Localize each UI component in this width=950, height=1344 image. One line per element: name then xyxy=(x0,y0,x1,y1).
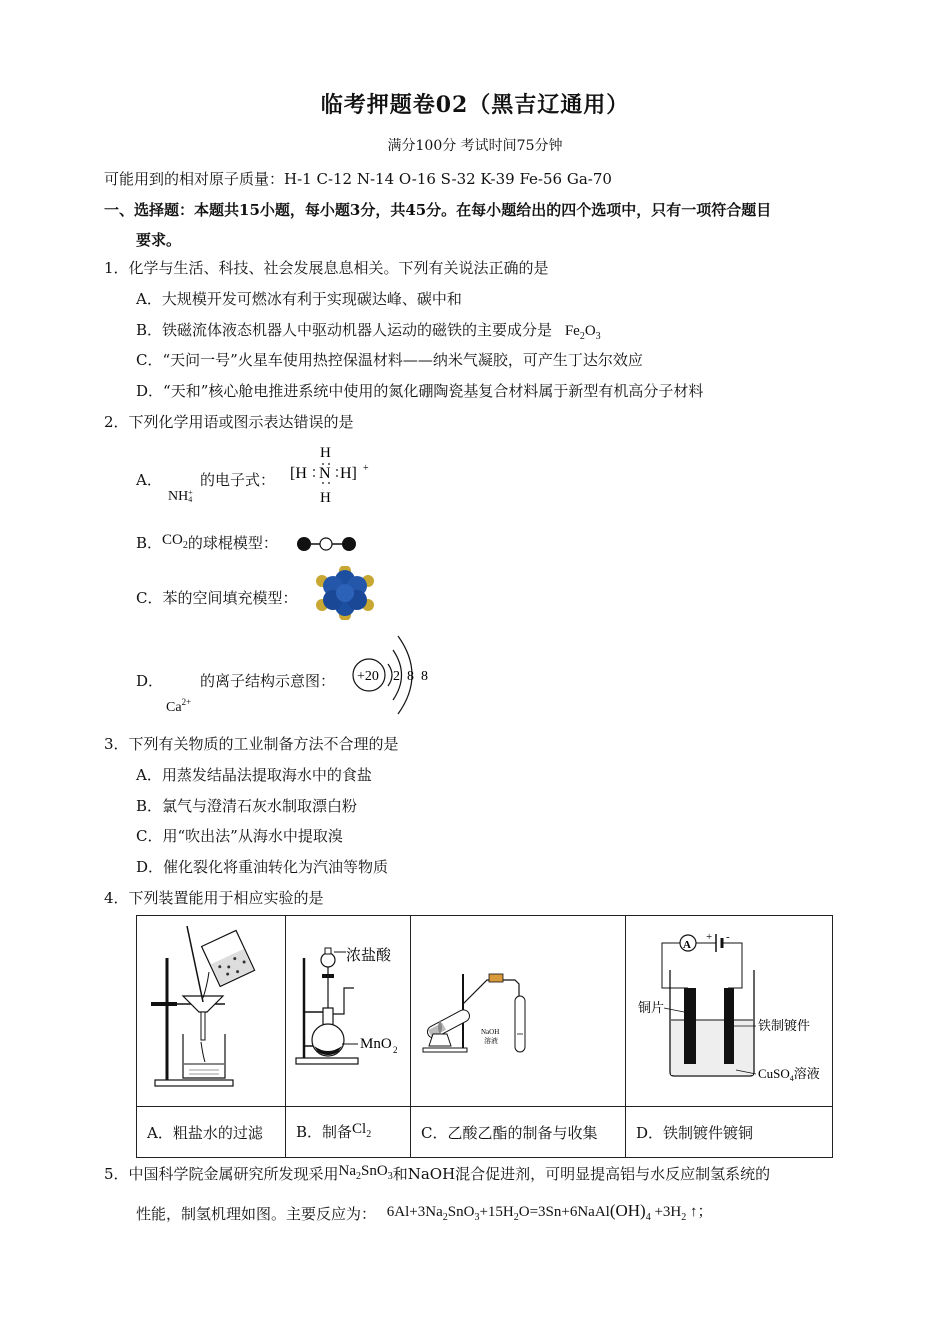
species-sno: SnO xyxy=(361,1163,388,1179)
label-naoh-solution: 溶液 xyxy=(484,1037,498,1045)
ef-left: [H xyxy=(290,465,307,482)
q2-option-a-species xyxy=(168,489,193,505)
eq-part: O=3Sn+6NaAl xyxy=(518,1204,610,1220)
q5-equation xyxy=(386,1201,713,1223)
q1-option-b xyxy=(136,319,601,342)
ef-h-top: H xyxy=(320,445,331,461)
eq-part: 6Al+3Na xyxy=(386,1204,443,1220)
co2-ball-stick-model xyxy=(296,535,358,553)
q1-option-c: C．“天问一号”火星车使用热控保温材料——纳米气凝胶，可产生丁达尔效应 xyxy=(136,351,643,369)
species-sub: 4 xyxy=(188,495,193,504)
ester-preparation-apparatus xyxy=(411,916,625,1102)
q2-option-b xyxy=(136,532,278,555)
q2-option-d-species xyxy=(166,697,191,716)
q1-stem: 1．化学与生活、科技、社会发展息息相关。下列有关说法正确的是 xyxy=(104,259,549,277)
filtration-apparatus xyxy=(137,916,285,1102)
page-subtitle: 满分100分 考试时间75分钟 xyxy=(387,138,563,154)
species-co: CO xyxy=(162,532,183,548)
section1-line2: 要求。 xyxy=(136,231,182,249)
q5-line1-prefix: 5．中国科学院金属研究所发现采用 xyxy=(104,1165,339,1183)
eq-part: ↑； xyxy=(686,1204,713,1220)
apparatus-c-cell xyxy=(411,916,626,1107)
benzene-space-filling-model xyxy=(314,566,376,620)
page-title: 临考押题卷02（黑吉辽通用） xyxy=(320,92,630,118)
eq-sub: 2 xyxy=(681,1212,687,1223)
electroplating-apparatus xyxy=(626,916,832,1102)
ef-right: H] xyxy=(340,465,357,482)
chlorine-generator-apparatus xyxy=(286,916,410,1102)
q1-option-d: D．“天和”核心舱电推进系统中使用的氮化硼陶瓷基复合材料属于新型有机高分子材料 xyxy=(136,382,704,400)
species-cl: Cl xyxy=(352,1120,367,1137)
ef-charge: + xyxy=(363,463,369,474)
q1-option-b-text: B．铁磁流体液态机器人中驱动机器人运动的磁铁的主要成分是 xyxy=(136,321,553,339)
label-copper: 铜片 xyxy=(638,1000,665,1015)
q5-line1-suffix: 和NaOH混合促进剂，可明显提高铝与水反应制氢系统的 xyxy=(392,1165,771,1183)
q3-option-b: B．氯气与澄清石灰水制取漂白粉 xyxy=(136,797,358,815)
nucleus-charge: +20 xyxy=(357,669,379,684)
q2-option-a-label: A． xyxy=(136,471,162,489)
caption-b-species xyxy=(352,1120,372,1140)
section1-line1: 一、选择题：本题共15小题，每小题3分，共45分。在每小题给出的四个选项中，只有一项符合题目 xyxy=(104,201,772,219)
q3-option-c: C．用“吹出法”从海水中提取溴 xyxy=(136,827,343,845)
q2-option-d-label: D． xyxy=(136,672,164,690)
species-sub: 2 xyxy=(182,540,188,551)
q2-stem: 2．下列化学用语或图示表达错误的是 xyxy=(104,413,354,431)
battery-minus: - xyxy=(726,931,730,943)
label-naoh: NaOH xyxy=(481,1028,500,1036)
formula-fe: Fe xyxy=(564,323,580,339)
formula-o: O xyxy=(584,323,596,339)
q5-line1 xyxy=(104,1163,770,1186)
q5-line2 xyxy=(136,1203,713,1226)
eq-sub: 2 xyxy=(513,1212,519,1223)
caption-d: D．铁制镀件镀铜 xyxy=(626,1107,833,1158)
species-na: Na xyxy=(338,1163,357,1179)
battery-plus: + xyxy=(706,931,713,943)
ef-h-bottom: H xyxy=(320,490,331,506)
q2-electron-formula xyxy=(286,440,376,508)
q3-stem: 3．下列有关物质的工业制备方法不合理的是 xyxy=(104,735,399,753)
apparatus-a-cell xyxy=(137,916,286,1107)
q2-option-a-text: 的电子式： xyxy=(200,471,276,489)
q2-option-c: C．苯的空间填充模型： xyxy=(136,589,298,607)
q2-option-d-text: 的离子结构示意图： xyxy=(200,672,336,690)
apparatus-table xyxy=(136,915,833,1158)
q2-option-b-species xyxy=(162,532,188,551)
shell-1-electrons: 2 xyxy=(393,669,400,684)
q3-option-a: A．用蒸发结晶法提取海水中的食盐 xyxy=(136,766,372,784)
label-cuso4-sub: 4 xyxy=(789,1074,794,1083)
species-sub: 2 xyxy=(356,1171,362,1182)
caption-b-prefix: B．制备 xyxy=(296,1122,353,1141)
q2-option-b-text: 的球棍模型： xyxy=(187,534,278,552)
caption-c: C．乙酸乙酯的制备与收集 xyxy=(411,1107,626,1158)
q5-line2-prefix: 性能，制氢机理如图。主要反应为： xyxy=(136,1205,377,1223)
q1-option-a: A．大规模开发可燃冰有利于实现碳达峰、碳中和 xyxy=(136,290,462,308)
eq-part: +3H xyxy=(650,1204,682,1220)
caption-b xyxy=(286,1107,411,1158)
label-cuso4-suffix: 溶液 xyxy=(793,1066,820,1081)
eq-sub: 3 xyxy=(474,1212,480,1223)
species-ca: Ca xyxy=(166,700,182,715)
q1-option-b-formula xyxy=(564,323,601,342)
shell-2-electrons: 8 xyxy=(407,669,414,684)
species-charge: + xyxy=(188,488,193,497)
label-cuso4 xyxy=(758,1066,820,1083)
label-hcl: 浓盐酸 xyxy=(346,948,392,964)
label-mno2: MnO xyxy=(360,1036,392,1052)
apparatus-d-cell xyxy=(626,916,833,1107)
ammeter-icon: A xyxy=(683,939,691,951)
atomic-masses: 可能用到的相对原子质量：H-1 C-12 N-14 O-16 S-32 K-39 Fe-56 Ga-70 xyxy=(104,170,612,188)
eq-part: +15H xyxy=(479,1204,514,1220)
caption-a: A．粗盐水的过滤 xyxy=(137,1107,286,1158)
species-sub: 3 xyxy=(387,1171,393,1182)
eq-part: (OH) xyxy=(609,1201,646,1220)
q2-option-b-label: B． xyxy=(136,534,163,552)
species-nh: NH xyxy=(168,489,189,504)
formula-sub: 2 xyxy=(579,331,585,342)
shell-3-electrons: 8 xyxy=(421,669,428,684)
eq-sub: 2 xyxy=(442,1212,448,1223)
q4-stem: 4．下列装置能用于相应实验的是 xyxy=(104,889,324,907)
species-sub: 2 xyxy=(366,1128,372,1140)
label-cuso4-formula: CuSO xyxy=(758,1066,790,1081)
eq-part: SnO xyxy=(447,1204,475,1220)
q5-line1-species xyxy=(338,1163,393,1182)
ca-ion-structure-diagram xyxy=(350,628,435,722)
q3-option-d: D．催化裂化将重油转化为汽油等物质 xyxy=(136,858,389,876)
formula-sub: 3 xyxy=(595,331,601,342)
label-iron-part: 铁制镀件 xyxy=(758,1018,811,1033)
apparatus-b-cell xyxy=(286,916,411,1107)
species-charge: 2+ xyxy=(181,697,192,707)
label-mno2-sub: 2 xyxy=(393,1045,398,1055)
ef-n: N xyxy=(319,465,331,482)
eq-sub: 4 xyxy=(645,1212,651,1223)
